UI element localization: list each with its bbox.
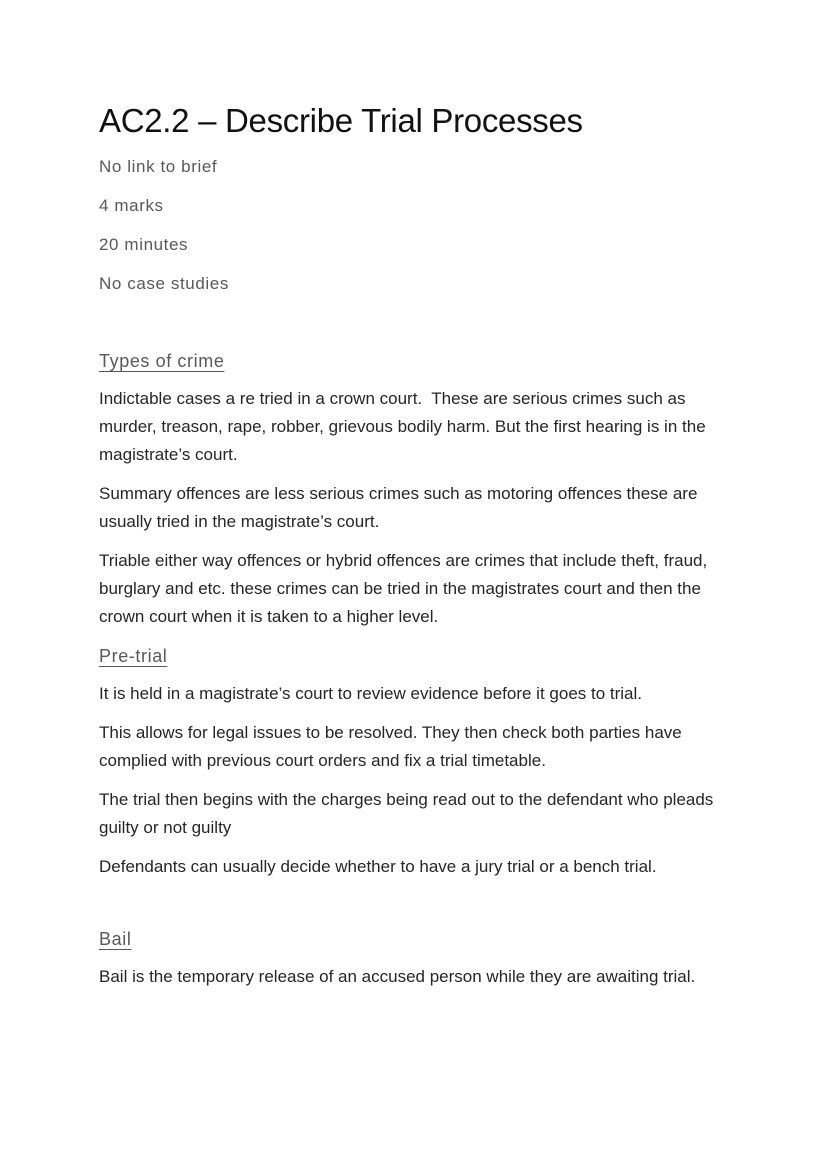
section-heading-types-of-crime: Types of crime (99, 350, 225, 371)
section-heading-bail: Bail (99, 928, 132, 949)
meta-line-minutes: 20 minutes (99, 234, 189, 254)
blank-line (99, 892, 729, 925)
meta-line-marks: 4 marks (99, 195, 164, 215)
paragraph-jury-or-bench-trial: Defendants can usually decide whether to have a jury trial or a bench trial. (99, 856, 657, 876)
paragraph-indictable-cases: Indictable cases a re tried in a crown court. These are serious crimes such as murder, treason, rape, robber, grievous bodily harm. But the first hearing is in the magistrate’s court. (99, 388, 711, 464)
meta-line-case-studies: No case studies (99, 273, 229, 293)
paragraph-triable-either-way: Triable either way offences or hybrid offences are crimes that include theft, fraud, burglary and etc. these crimes can be tried in the magistrates court and then the crown court when it is taken to a higher level. (99, 550, 712, 626)
blank-line (99, 309, 729, 347)
meta-line-link-to-brief: No link to brief (99, 156, 218, 176)
section-heading-pre-trial: Pre-trial (99, 645, 168, 666)
paragraph-legal-issues-resolved: This allows for legal issues to be resolved. They then check both parties have complied with previous court orders and fix a trial timetable. (99, 722, 687, 770)
paragraph-charges-read-out: The trial then begins with the charges being read out to the defendant who pleads guilty or not guilty (99, 789, 719, 837)
paragraph-bail-definition: Bail is the temporary release of an accused person while they are awaiting trial. (99, 966, 696, 986)
paragraph-summary-offences: Summary offences are less serious crimes such as motoring offences these are usually tried in the magistrate’s court. (99, 483, 703, 531)
paragraph-held-in-magistrates-court: It is held in a magistrate’s court to review evidence before it goes to trial. (99, 683, 643, 703)
document-title: AC2.2 – Describe Trial Processes (99, 102, 583, 139)
